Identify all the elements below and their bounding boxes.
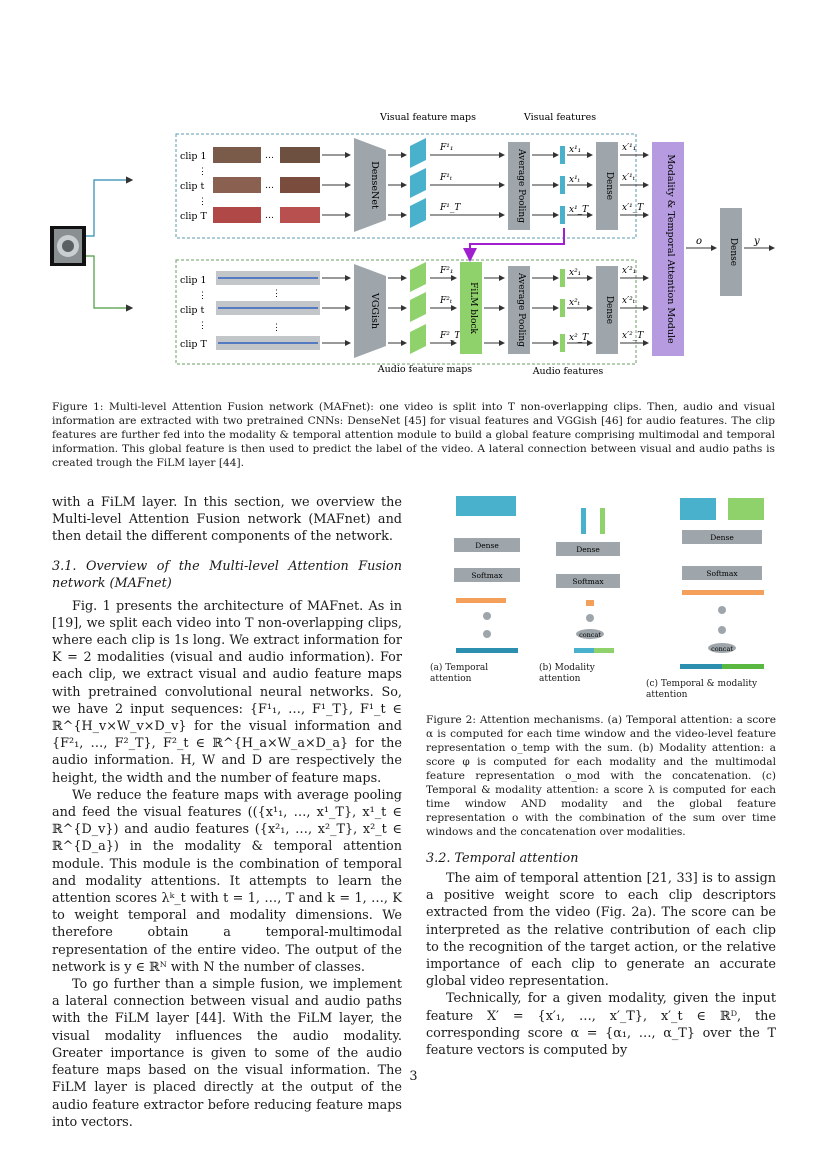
svg-text:x²₁: x²₁ <box>569 268 582 278</box>
audio-clip1-label: clip 1 <box>180 275 207 286</box>
audio-waveforms <box>216 271 320 350</box>
svg-text:x′²_T: x′²_T <box>622 331 644 341</box>
visual-clip1-label: clip 1 <box>180 151 207 162</box>
svg-text:⋮: ⋮ <box>198 291 207 301</box>
svg-text:Dense: Dense <box>604 171 614 201</box>
svg-text:Dense: Dense <box>604 295 614 325</box>
audio-features-label: Audio features <box>532 366 604 377</box>
figure-2a-caption: (a) Temporal attention <box>430 663 489 684</box>
svg-text:⋮: ⋮ <box>198 197 207 207</box>
intro-paragraph: with a FiLM layer. In this section, we overview the Multi-level Attention Fusion network (MAFnet) and then detail the different components of the network. <box>52 495 402 545</box>
svg-text:x¹_T: x¹_T <box>569 205 589 215</box>
svg-text:F²₁: F²₁ <box>440 266 454 276</box>
paragraph-3-1-b: We reduce the feature maps with average pooling and feed the visual features (({x¹₁, …, x¹_T}, x¹_t ∈ ℝ^{D_v}) and audio features ({x²₁, …, x²_T}, x²_t ∈ ℝ^{D_a}) in the modality & temporal attention module. This module is the combination of temporal and modality attentions. It attempts to learn the attention scores λᵏ_t with t = 1, …, T and k = 1, …, K to weight temporal and modality dimensions. We therefore obtain a temporal-multimodal representation of the entire video. The output of the network is y ∈ ℝᴺ with N the number of classes. <box>52 787 402 975</box>
visual-feature-maps <box>410 138 426 228</box>
svg-text:x²_T: x²_T <box>569 333 589 343</box>
figure-2-caption: Figure 2: Attention mechanisms. (a) Temporal attention: a score α is computed for each time window and the video-level feature representation o_temp with the sum. (b) Modality attention: a score φ is computed for each modality and the multimodal feature representation o_mod with the concatenation. (c) Temporal & modality attention: a score λ is computed for each time window AND modality and the global feature representation o with the combination of the sum over time windows and the concatenation over modalities. <box>426 714 776 838</box>
visual-feature-maps-label: Visual feature maps <box>380 112 476 123</box>
svg-text:x′¹_T: x′¹_T <box>622 203 644 213</box>
paragraph-3-2-a: The aim of temporal attention [21, 33] is to assign a positive weight score to each clip descriptors extracted from the video (Fig. 2a). The score can be interpreted as the relative contribution of each clip to the recognition of the target action, or the relative importance of each clip to generate an accurate global video representation. <box>426 871 776 990</box>
svg-text:x²ₜ: x²ₜ <box>569 298 580 308</box>
temporal-modality-attention-diagram <box>680 498 764 669</box>
paragraph-3-1-c: To go further than a simple fusion, we implement a lateral connection between visual and audio paths with the FiLM layer [44]. With the FiLM layer, the visual modality influences the audio modality. Greater importance is given to some of the audio feature maps based on the visual information. The FiLM layer is placed directly at the output of the audio feature extractor before reducing feature maps into vectors. <box>52 977 402 1130</box>
svg-text:concat: concat <box>579 631 601 639</box>
paragraph-3-1-a: Fig. 1 presents the architecture of MAFnet. As in [19], we split each video into T non-overlapping clips, where each clip is 1s long. We extract information for K = 2 modalities (visual and audio information). For each clip, we extract visual and audio feature maps with pretrained convolutional neural networks. So, we have 2 input sequences: {F¹₁, …, F¹_T}, F¹_t ∈ ℝ^{H_v×W_v×D_v} for the visual information and {F²₁, …, F²_T}, F²_t ∈ ℝ^{H_a×W_a×D_a} for the audio information. H, W and D are respectively the height, the width and the number of feature maps. <box>52 598 402 786</box>
paragraph-3-2-b: Technically, for a given modality, given the input feature X′ = {x′₁, …, x′_T}, x′_t ∈ ℝᴰ, the corresponding score α = {α₁, …, α_T} over the T feature vectors is computed by <box>426 991 776 1059</box>
audio-feature-maps <box>410 262 426 354</box>
svg-text:x′²ₜ: x′²ₜ <box>622 296 635 306</box>
svg-text:FiLM block: FiLM block <box>468 282 478 334</box>
left-column <box>52 494 402 1131</box>
svg-text:⋮: ⋮ <box>272 323 281 333</box>
svg-text:Dense: Dense <box>475 541 499 550</box>
svg-text:F¹ₜ: F¹ₜ <box>440 173 453 183</box>
video-thumbnail-icon <box>50 226 86 266</box>
svg-text:Softmax: Softmax <box>572 577 604 586</box>
svg-text:⋮: ⋮ <box>272 289 281 299</box>
figure-2-diagram <box>426 486 776 672</box>
visual-clipT-label: clip T <box>180 211 207 222</box>
svg-text:Modality & Temporal Attention: Modality & Temporal Attention Module <box>665 154 676 344</box>
svg-text:Dense: Dense <box>710 533 734 542</box>
figure-2c-caption: (c) Temporal & modality attention <box>646 679 758 700</box>
svg-text:Softmax: Softmax <box>706 569 738 578</box>
temporal-attention-diagram <box>454 496 520 653</box>
svg-text:o: o <box>696 236 703 247</box>
modality-attention-diagram <box>556 508 620 653</box>
right-column <box>426 870 776 1059</box>
svg-text:⋮: ⋮ <box>198 167 207 177</box>
svg-text:Softmax: Softmax <box>471 571 503 580</box>
svg-text:…: … <box>265 181 274 191</box>
svg-text:x′¹₁: x′¹₁ <box>622 143 637 153</box>
svg-text:F²ₜ: F²ₜ <box>440 296 453 306</box>
svg-text:…: … <box>265 151 274 161</box>
svg-text:⋮: ⋮ <box>198 321 207 331</box>
visual-features-label: Visual features <box>523 112 597 123</box>
audio-feature-maps-label: Audio feature maps <box>377 364 473 375</box>
svg-text:x¹ₜ: x¹ₜ <box>569 175 580 185</box>
svg-text:Average Pooling: Average Pooling <box>516 148 526 224</box>
section-3-2-heading: 3.2. Temporal attention <box>426 851 579 866</box>
figure-1-caption: Figure 1: Multi-level Attention Fusion network (MAFnet): one video is split into T non-overlapping clips. Then, audio and visual information are extracted with two pretrained CNNs: DenseNet [45] for visual features and VGGish [46] for audio features. The clip features are further fed into the modality & temporal attention module to build a global feature comprising multimodal and temporal information. This global feature is then used to predict the label of the video. A lateral connection between visual and audio paths is created trough the FiLM layer [44]. <box>52 401 775 469</box>
figure-2b-caption: (b) Modality attention <box>539 663 595 684</box>
visual-clipt-label: clip t <box>180 181 205 192</box>
svg-text:concat: concat <box>711 645 733 653</box>
audio-clipT-label: clip T <box>180 339 207 350</box>
svg-text:x¹₁: x¹₁ <box>569 145 582 155</box>
page-number: 3 <box>409 1069 418 1084</box>
svg-text:F¹_T: F¹_T <box>440 203 461 213</box>
svg-text:y: y <box>754 236 760 247</box>
svg-text:Dense: Dense <box>576 545 600 554</box>
svg-text:x′²₁: x′²₁ <box>622 266 637 276</box>
audio-clipt-label: clip t <box>180 305 205 316</box>
svg-text:Average Pooling: Average Pooling <box>516 272 526 348</box>
figure-1-diagram <box>50 108 780 393</box>
svg-text:F¹₁: F¹₁ <box>440 143 454 153</box>
svg-text:DenseNet: DenseNet <box>369 161 380 209</box>
svg-text:VGGish: VGGish <box>369 292 380 330</box>
svg-text:Dense: Dense <box>728 237 738 267</box>
section-3-1-heading: 3.1. Overview of the Multi-level Attention Fusion network (MAFnet) <box>52 558 402 591</box>
svg-text:…: … <box>265 211 274 221</box>
svg-text:F²_T: F²_T <box>440 331 461 341</box>
svg-text:x′¹ₜ: x′¹ₜ <box>622 173 635 183</box>
